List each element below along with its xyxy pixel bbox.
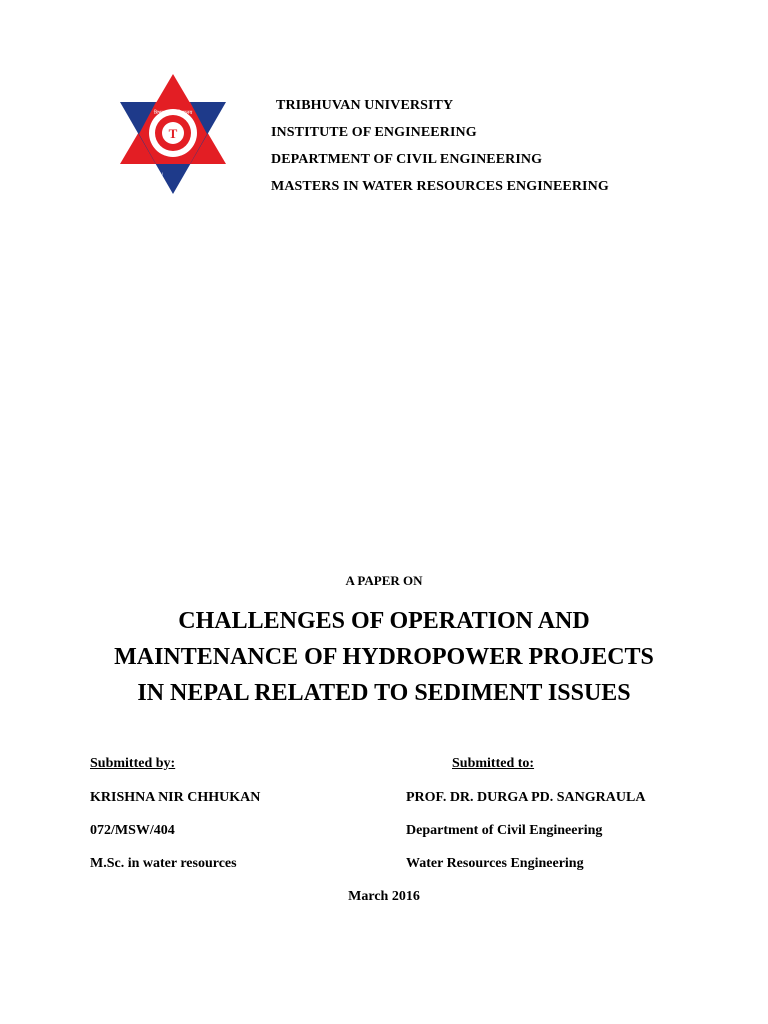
institution-header xyxy=(271,92,609,200)
paper-title xyxy=(0,603,768,711)
svg-text:KATHMANDU: KATHMANDU xyxy=(137,172,163,177)
institute-name: INSTITUTE OF ENGINEERING xyxy=(271,125,477,140)
svg-text:NEPAL: NEPAL xyxy=(189,172,203,177)
title-line-3: IN NEPAL RELATED TO SEDIMENT ISSUES xyxy=(137,680,631,706)
svg-text:त्रिभुवन विश्वविद्यालय: त्रिभुवन विश्वविद्यालय xyxy=(153,110,193,116)
supervisor-name: PROF. DR. DURGA PD. SANGRAULA xyxy=(406,790,646,805)
paper-kicker: A PAPER ON xyxy=(345,573,423,588)
title-line-1: CHALLENGES OF OPERATION AND xyxy=(178,608,590,634)
university-name: TRIBHUVAN UNIVERSITY xyxy=(276,98,454,113)
submitted-to-heading: Submitted to: xyxy=(452,756,535,771)
supervisor-program: Water Resources Engineering xyxy=(406,856,584,871)
department-name: DEPARTMENT OF CIVIL ENGINEERING xyxy=(271,152,543,167)
submitted-by-heading: Submitted by: xyxy=(90,756,176,771)
submission-date: March 2016 xyxy=(348,889,420,904)
author-program: M.Sc. in water resources xyxy=(90,856,237,871)
supervisor-department: Department of Civil Engineering xyxy=(406,823,603,838)
tribhuvan-university-logo xyxy=(118,72,228,197)
program-name: MASTERS IN WATER RESOURCES ENGINEERING xyxy=(271,179,609,194)
logo-monogram-icon: T xyxy=(168,126,178,141)
author-name: KRISHNA NIR CHHUKAN xyxy=(90,790,261,805)
title-line-2: MAINTENANCE OF HYDROPOWER PROJECTS xyxy=(114,644,654,670)
author-roll: 072/MSW/404 xyxy=(90,823,175,838)
